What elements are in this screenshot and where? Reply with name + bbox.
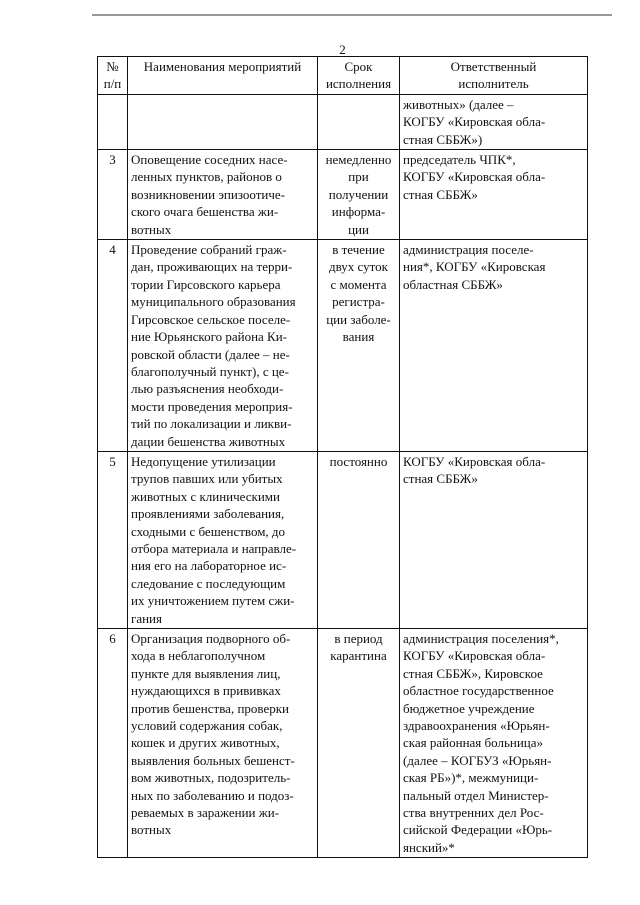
responsible-line: стная СББЖ» xyxy=(403,186,478,202)
measure-name-line: условий содержания собак, xyxy=(131,718,283,734)
measure-name-line: реваемых в заражении жи- xyxy=(131,805,280,821)
measure-name-line: вотных xyxy=(131,822,172,838)
page-number: 2 xyxy=(339,42,346,57)
header-measure-name: Наименования мероприятий xyxy=(128,57,318,95)
responsible-line: здравоохранения «Юрьян- xyxy=(403,718,550,734)
responsible-cell xyxy=(400,240,588,452)
responsible-line: областная СББЖ» xyxy=(403,276,503,292)
responsible-line: стная СББЖ», Кировское xyxy=(403,665,543,681)
deadline-line: двух суток xyxy=(329,259,388,275)
deadline-line: немедленно xyxy=(325,152,392,168)
deadline-line: ции заболе- xyxy=(326,311,391,327)
responsible-line: (далее – КОГБУЗ «Юрьян- xyxy=(403,752,552,768)
measure-name-line: ние Юрьянского района Ки- xyxy=(131,329,288,345)
deadline-line: в течение xyxy=(332,242,385,258)
deadline-cell xyxy=(318,451,400,628)
measure-name-line: Недопущение утилизации xyxy=(131,453,276,469)
responsible-line: ства внутренних дел Рос- xyxy=(403,805,544,821)
measure-name-line: ленных пунктов, районов о xyxy=(131,169,282,185)
table-row xyxy=(98,451,588,628)
deadline-line: получении xyxy=(328,186,389,202)
responsible-line: бюджетное учреждение xyxy=(403,700,535,716)
responsible-line: КОГБУ «Кировская обла- xyxy=(403,648,546,664)
table-row xyxy=(98,629,588,858)
deadline-cell xyxy=(318,150,400,240)
measure-name-line: отбора материала и направле- xyxy=(131,540,297,556)
measure-name-line: тории Гирсовского карьера xyxy=(131,276,281,292)
header-deadline: Срок исполнения xyxy=(318,57,400,95)
row-number-cell: 3 xyxy=(98,150,128,240)
deadline-line: при xyxy=(348,169,369,185)
measure-name-line: лью разъяснения необходи- xyxy=(131,381,284,397)
deadline-line: ции xyxy=(348,221,369,237)
measures-table xyxy=(97,56,588,858)
measure-name-cell xyxy=(128,94,318,149)
responsible-line: ская районная больница» xyxy=(403,735,544,751)
responsible-line: пальный отдел Министер- xyxy=(403,787,549,803)
measure-name-line: против бешенства, проверки xyxy=(131,700,290,716)
measure-name-line: проявлениями заболевания, xyxy=(131,506,285,522)
deadline-line: в период xyxy=(334,631,383,646)
header-responsible: Ответственный исполнитель xyxy=(400,57,588,95)
responsible-line: областное государственное xyxy=(403,683,554,699)
measure-name-cell xyxy=(128,150,318,240)
measure-name-line: ных по заболеванию и подоз- xyxy=(131,787,294,803)
table-row xyxy=(98,150,588,240)
table-header-row xyxy=(98,57,588,95)
responsible-cell xyxy=(400,451,588,628)
measure-name-cell xyxy=(128,629,318,858)
measure-name-line: Организация подворного об- xyxy=(131,631,291,646)
measure-name-line: гания xyxy=(131,610,162,626)
measure-name-line: возникновении эпизоотиче- xyxy=(131,186,285,202)
measure-name-line: Проведение собраний граж- xyxy=(131,242,287,258)
measure-name-line: пункте для выявления лиц, xyxy=(131,665,281,681)
measure-name-line: ровской области (далее – не- xyxy=(131,346,290,362)
measure-name-line: дации бешенства животных xyxy=(131,433,286,449)
deadline-cell xyxy=(318,629,400,858)
measure-name-line: ния его на лабораторное ис- xyxy=(131,558,287,574)
measure-name-line: трупов павших или убитых xyxy=(131,471,283,487)
measure-name-line: нуждающихся в прививках xyxy=(131,683,281,699)
measure-name-line: сходными с бешенством, до xyxy=(131,523,286,539)
responsible-cell xyxy=(400,150,588,240)
measure-name-line: вом животных, подозритель- xyxy=(131,770,291,786)
measure-name-line: кошек и других животных, xyxy=(131,735,280,751)
deadline-line: информа- xyxy=(331,204,386,220)
responsible-line: КОГБУ «Кировская обла- xyxy=(403,453,546,469)
deadline-cell xyxy=(318,240,400,452)
responsible-line: администрация поселения*, xyxy=(403,631,559,646)
deadline-line: регистра- xyxy=(332,294,385,310)
deadline-line: постоянно xyxy=(329,453,388,469)
measure-name-line: тий по локализации и ликви- xyxy=(131,416,292,432)
measure-name-line: Оповещение соседних насе- xyxy=(131,152,288,168)
header-number: № п/п xyxy=(98,57,128,95)
responsible-line: администрация поселе- xyxy=(403,242,534,258)
responsible-line: председатель ЧПК*, xyxy=(403,152,516,168)
measure-name-line: животных с клиническими xyxy=(131,488,280,504)
row-number-cell: 5 xyxy=(98,451,128,628)
measure-name-line: дан, проживающих на терри- xyxy=(131,259,293,275)
table-row xyxy=(98,240,588,452)
responsible-line: КОГБУ «Кировская обла- xyxy=(403,114,546,130)
responsible-line: янский»* xyxy=(403,839,455,855)
deadline-line: с момента xyxy=(330,276,387,292)
measure-name-cell xyxy=(128,240,318,452)
table-row xyxy=(98,94,588,149)
row-number-cell: 6 xyxy=(98,629,128,858)
responsible-line: стная СББЖ» xyxy=(403,471,478,487)
responsible-line: сийской Федерации «Юрь- xyxy=(403,822,553,838)
responsible-line: КОГБУ «Кировская обла- xyxy=(403,169,546,185)
measure-name-line: муниципального образования xyxy=(131,294,296,310)
measure-name-line: следование с последующим xyxy=(131,575,286,591)
responsible-cell xyxy=(400,629,588,858)
measure-name-line: хода в неблагополучном xyxy=(131,648,266,664)
measure-name-line: Гирсовское сельское поселе- xyxy=(131,311,291,327)
deadline-line: карантина xyxy=(330,648,387,664)
row-number-cell xyxy=(98,94,128,149)
deadline-line: вания xyxy=(342,329,375,345)
responsible-cell xyxy=(400,94,588,149)
measure-name-line: вотных xyxy=(131,221,172,237)
measure-name-line: ского очага бешенства жи- xyxy=(131,204,279,220)
responsible-line: стная СББЖ») xyxy=(403,131,483,147)
measure-name-line: выявления больных бешенст- xyxy=(131,752,295,768)
scan-top-edge xyxy=(92,14,612,16)
row-number-cell: 4 xyxy=(98,240,128,452)
measure-name-line: благополучный пункт), с це- xyxy=(131,363,289,379)
responsible-line: ская РБ»)*, межмуници- xyxy=(403,770,539,786)
responsible-line: животных» (далее – xyxy=(403,96,514,112)
deadline-cell xyxy=(318,94,400,149)
measure-name-line: их уничтожением путем сжи- xyxy=(131,593,295,609)
responsible-line: ния*, КОГБУ «Кировская xyxy=(403,259,546,275)
measure-name-cell xyxy=(128,451,318,628)
measure-name-line: мости проведения мероприя- xyxy=(131,398,293,414)
